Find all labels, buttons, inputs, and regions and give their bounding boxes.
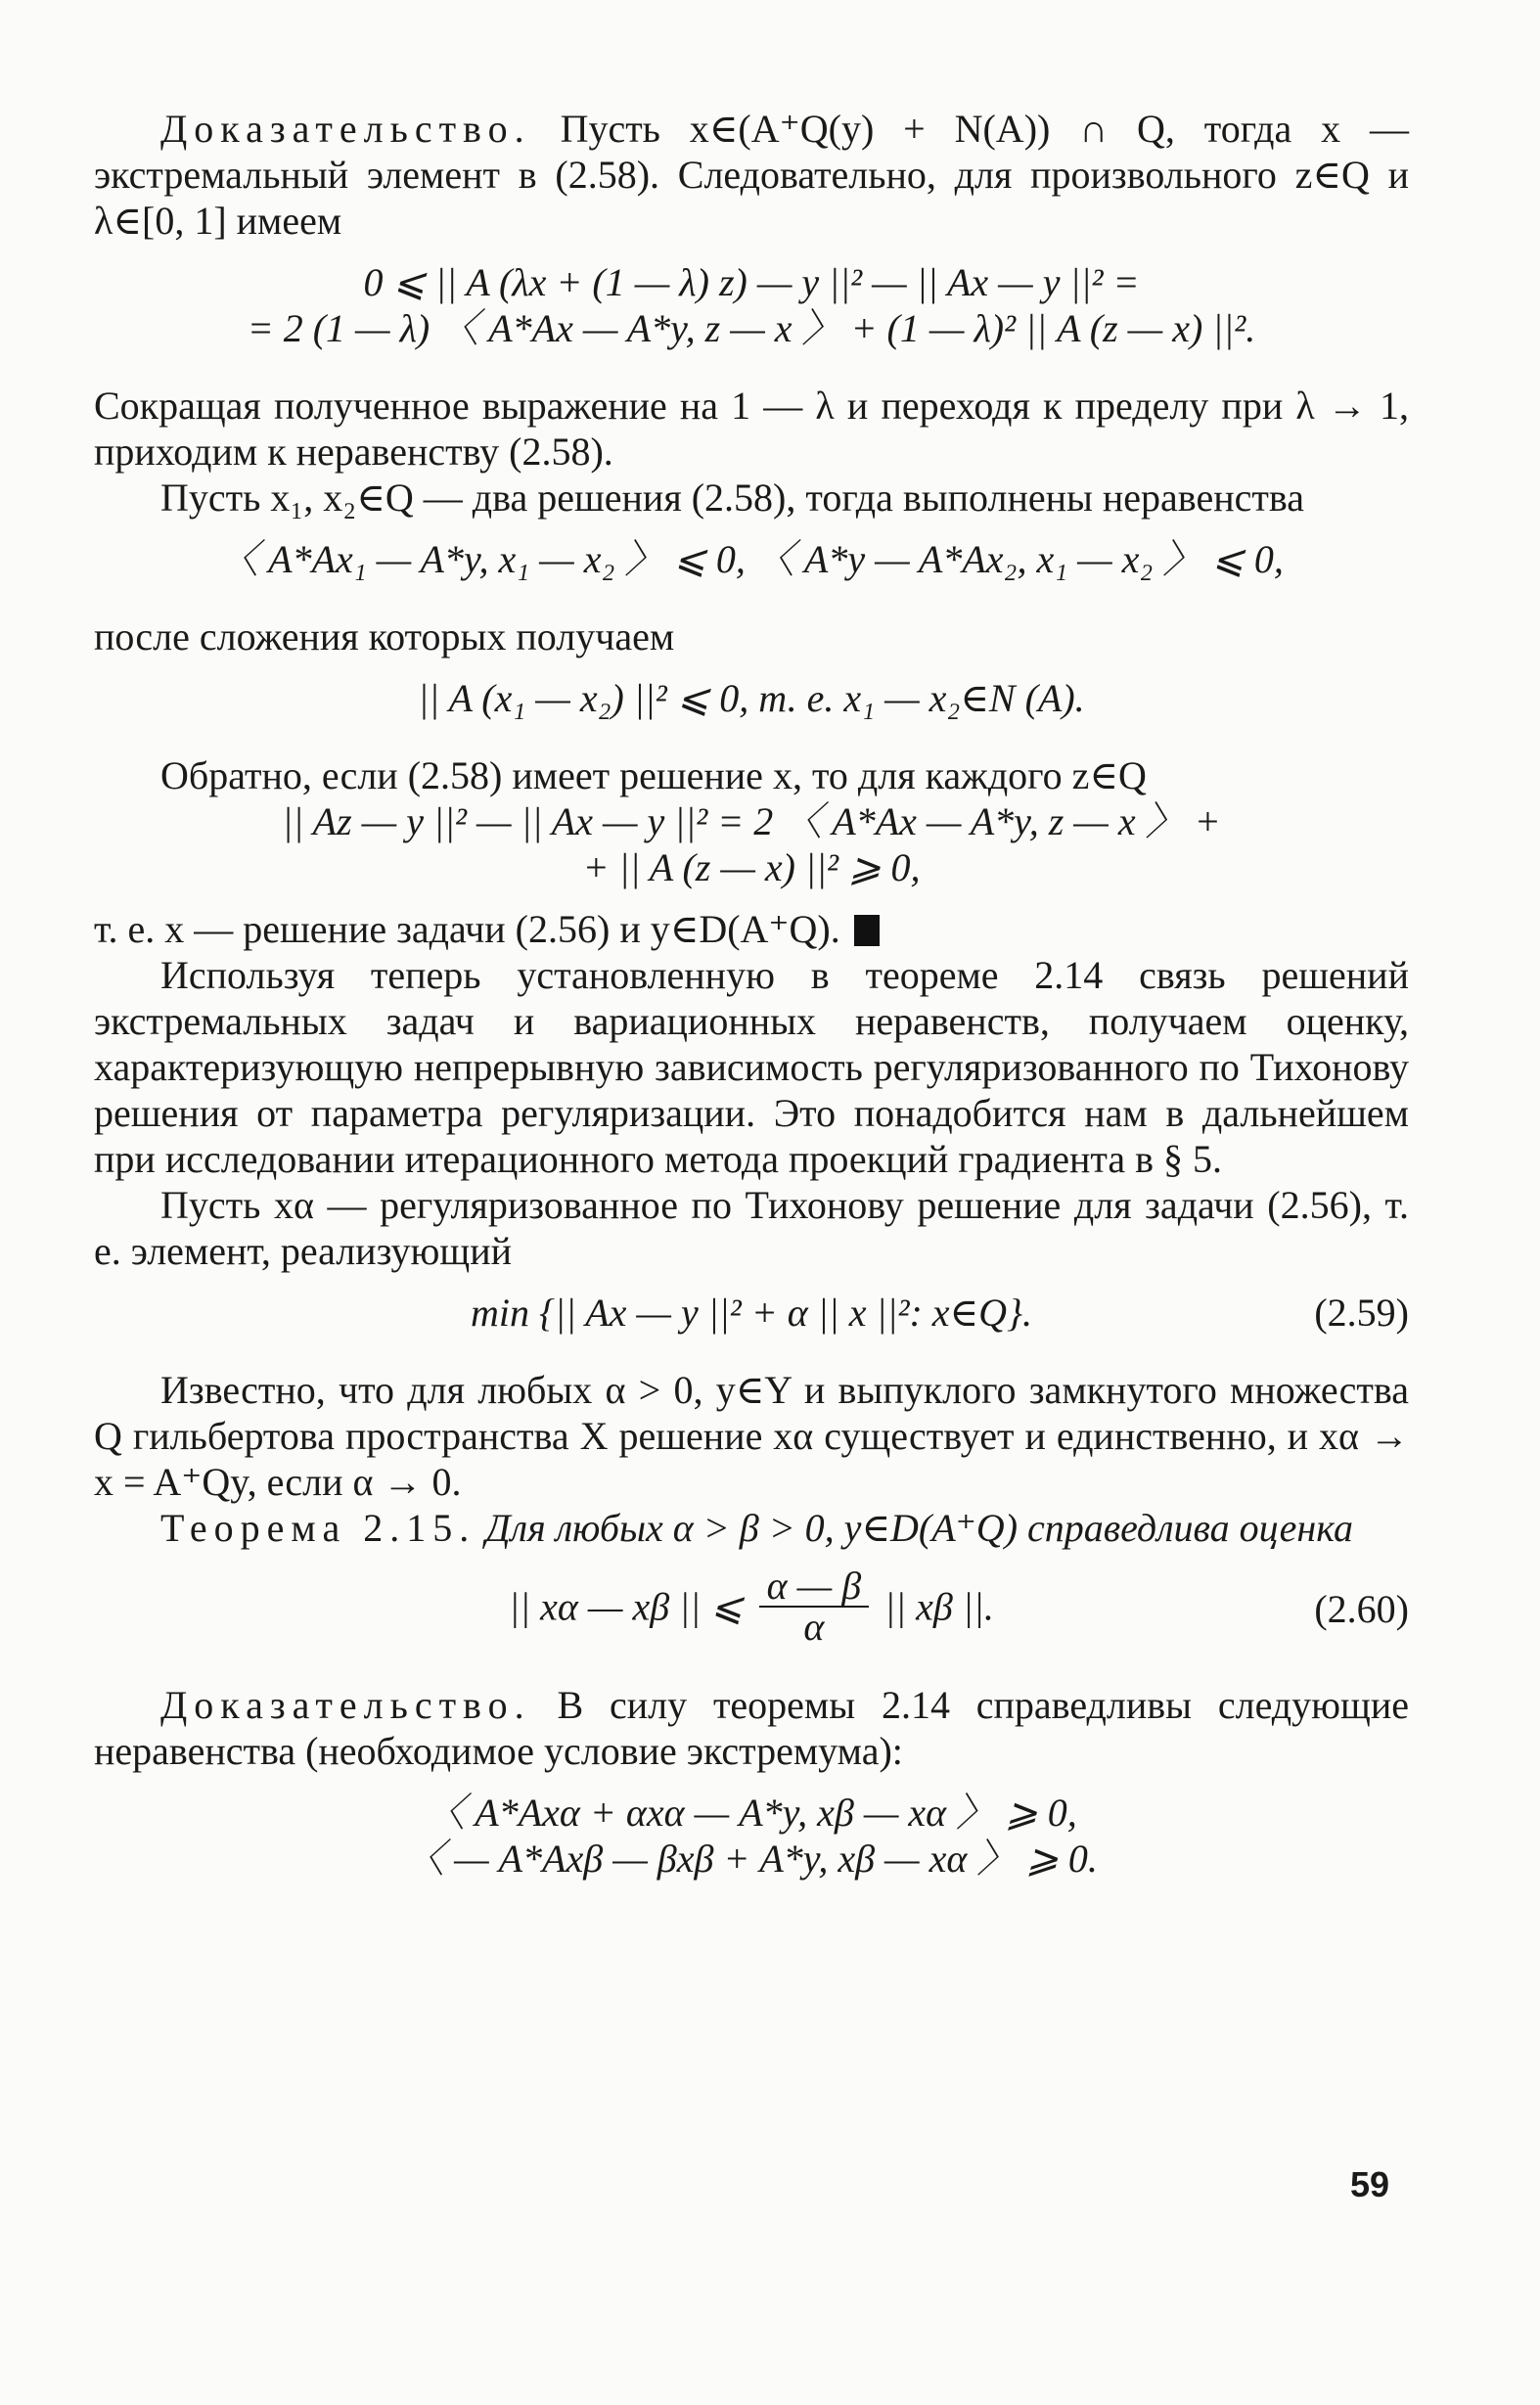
page-number: 59 xyxy=(1350,2164,1390,2204)
equation-3: || A (x₁ — x₂) ||² ⩽ 0, т. е. x₁ — x₂∈N (A). xyxy=(418,676,1085,720)
proof-text-2: В силу теоремы 2.14 справедливы следующие неравенства (необходимое условие экстремума): xyxy=(94,1683,1410,1773)
theorem-2-15 xyxy=(94,1505,1409,1551)
paragraph-8: Пусть xα — регуляризованное по Тихонову решение для задачи (2.56), т. е. элемент, реализующий xyxy=(94,1183,1409,1273)
equation-1-line-1: 0 ⩽ || A (λx + (1 — λ) z) — y ||² — || Ax — y ||² = xyxy=(363,260,1140,304)
equation-4-line-2: + || A (z — x) ||² ⩾ 0, xyxy=(582,845,921,889)
paragraph-7: Используя теперь установленную в теореме 2.14 связь решений экстремальных задач и вариационных неравенств, получаем оценку, характеризующую непрерывную зависимость регуляризованного по Тихонову решения от параметра регуляризации. Это понадобится нам в дальнейшем при исследовании итерационного метода проекций градиента в § 5. xyxy=(94,953,1409,1181)
proof-text: Пусть x∈(A⁺Q(y) + N(A)) ∩ Q, тогда x — экстремальный элемент в (2.58). Следовательно, для произвольного z∈Q и λ∈[0, 1] имеем xyxy=(94,107,1410,243)
paragraph-2: Сокращая полученное выражение на 1 — λ и переходя к пределу при λ → 1, приходим к неравенству (2.58). xyxy=(94,384,1409,474)
equation-1-line-2: = 2 (1 — λ) 〈 A*Ax — A*y, z — x 〉 + (1 — λ)² || A (z — x) ||². xyxy=(247,306,1256,350)
equation-2: 〈 A*Ax₁ — A*y, x₁ — x₂ 〉 ⩽ 0, 〈 A*y — A*Ax₂, x₁ — x₂ 〉 ⩽ 0, xyxy=(219,537,1284,581)
fraction-denominator: α xyxy=(803,1605,825,1649)
equation-6-right: || xβ ||. xyxy=(884,1584,994,1629)
equation-5-number: (2.59) xyxy=(1314,1291,1409,1335)
theorem-label: Теорема 2.15. xyxy=(160,1506,476,1550)
theorem-text: Для любых α > β > 0, y∈D(A⁺Q) справедлива оценка xyxy=(485,1506,1353,1550)
equation-6 xyxy=(94,1566,1409,1651)
proof-label-2: Доказательство. xyxy=(160,1683,531,1727)
equation-6-left: || xα — xβ || ⩽ xyxy=(509,1584,744,1629)
qed-square-icon xyxy=(854,915,880,946)
equation-5-body: min {|| Ax — y ||² + α || x ||²: x∈Q}. xyxy=(470,1291,1033,1335)
equation-6-fraction xyxy=(759,1566,869,1647)
equation-6-number: (2.60) xyxy=(1314,1587,1409,1631)
paragraph-9: Известно, что для любых α > 0, y∈Y и выпуклого замкнутого множества Q гильбертова пространства X решение xα существует и единственно, и xα → x = A⁺Qy, если α → 0. xyxy=(94,1368,1409,1504)
page-content xyxy=(94,106,1409,1882)
equation-7-line-1: 〈 A*Axα + αxα — A*y, xβ — xα 〉 ⩾ 0, xyxy=(426,1791,1077,1835)
equation-4-line-1: || Az — y ||² — || Ax — y ||² = 2 〈 A*Ax — A*y, z — x 〉 + xyxy=(282,799,1221,843)
proof-paragraph-2 xyxy=(94,1682,1409,1774)
paragraph-6 xyxy=(94,906,1409,952)
proof-paragraph-1 xyxy=(94,106,1409,244)
paragraph-4: после сложения которых получаем xyxy=(94,614,675,658)
equation-5 xyxy=(94,1290,1409,1336)
equation-7-line-2: 〈 — A*Axβ — βxβ + A*y, xβ — xα 〉 ⩾ 0. xyxy=(405,1837,1098,1881)
fraction-numerator: α — β xyxy=(759,1566,869,1608)
paragraph-6-text: т. е. x — решение задачи (2.56) и y∈D(A⁺Q). xyxy=(94,907,840,951)
paragraph-3: Пусть x₁, x₂∈Q — два решения (2.58), тогда выполнены неравенства xyxy=(160,476,1304,520)
paragraph-5: Обратно, если (2.58) имеет решение x, то для каждого z∈Q xyxy=(160,753,1147,797)
proof-label: Доказательство. xyxy=(160,107,531,151)
